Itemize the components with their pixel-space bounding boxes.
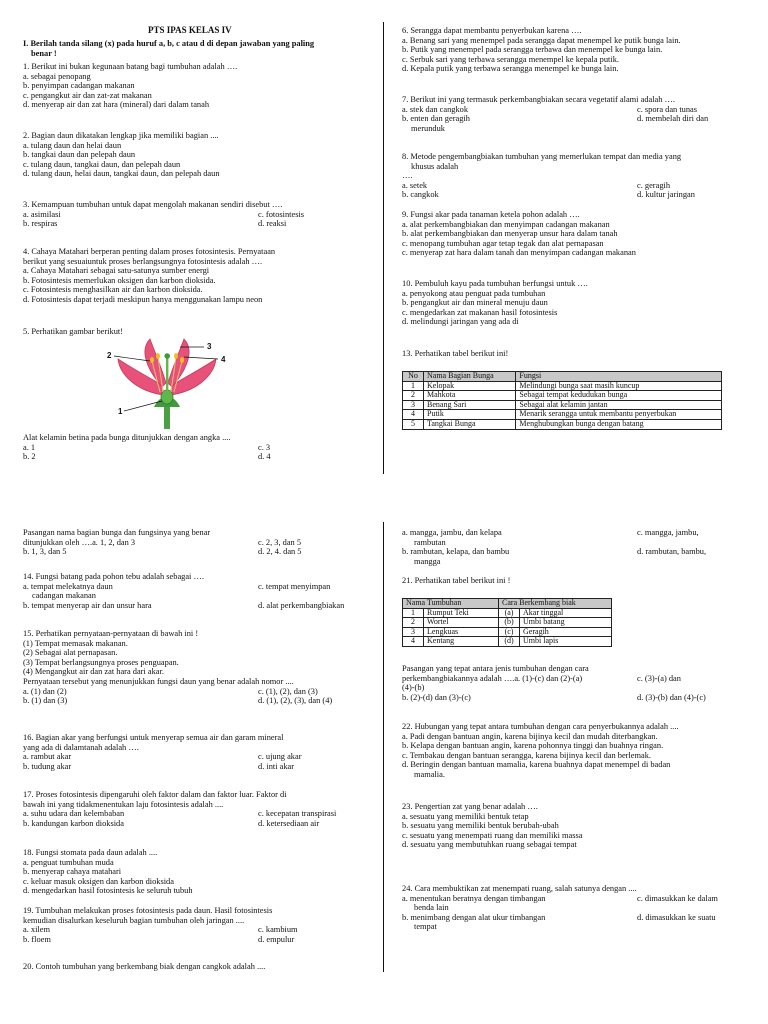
flower-anther <box>174 353 178 359</box>
option[interactable]: c. ujung akar <box>258 752 302 762</box>
option[interactable]: ditunjukkan oleh ….a. 1, 2, dan 3 <box>23 537 136 547</box>
table-cell: (d) <box>499 637 520 647</box>
option[interactable]: b. respiras <box>23 219 58 229</box>
question-stem: Pasangan nama bagian bunga dan fungsinya yang benar <box>23 528 211 537</box>
option[interactable]: d. tulang daun, helai daun, tangkai daun, dan pelepah daun <box>23 169 220 179</box>
flower-anther <box>156 353 160 359</box>
table-cell: Akar tinggal <box>520 608 612 618</box>
option[interactable]: a. sebagai penopang <box>23 71 91 81</box>
question-stem: 10. Pembuluh kayu pada tumbuhan berfungsi untuk …. <box>402 279 588 288</box>
question-stem: 5. Perhatikan gambar berikut! <box>23 327 124 336</box>
statement: (2) Sebagai alat pernapasan. <box>23 648 118 658</box>
question-stem: Alat kelamin betina pada bunga ditunjukkan dengan angka .... <box>23 433 231 442</box>
label-3: 3 <box>207 342 212 351</box>
option[interactable]: a. 1 <box>23 442 36 452</box>
table-header: Nama Tumbuhan <box>403 599 499 609</box>
question-stem: 6. Serangga dapat membantu penyerbukan karena …. <box>402 26 582 35</box>
option[interactable]: b. enten dan geragih <box>402 114 470 124</box>
option[interactable]: a. penyokong atau penguat pada tumbuhan <box>402 288 546 298</box>
option[interactable]: c. sesuatu yang menempati ruang dan memiliki massa <box>402 830 583 840</box>
question-18 <box>23 848 373 896</box>
option[interactable]: b. Kelapa dengan bantuan angin, karena pohonnya tinggi dan buahnya ringan. <box>402 741 664 751</box>
question-stem: 1. Berikut ini bukan kegunaan batang bagi tumbuhan adalah …. <box>23 62 238 71</box>
question-21-answers <box>402 664 752 702</box>
option[interactable]: b. 2 <box>23 452 36 462</box>
flower-pistil <box>166 357 168 393</box>
question-14 <box>23 572 373 610</box>
table-cell: 3 <box>403 627 424 637</box>
table-cell: 1 <box>403 381 424 391</box>
option[interactable]: c. tulang daun, tangkai daun, dan pelepah daun <box>23 159 181 169</box>
option[interactable]: c. 2, 3, dan 5 <box>258 537 302 547</box>
option[interactable]: d. (3)-(b) dan (4)-(c) <box>637 692 706 702</box>
question-22 <box>402 722 679 780</box>
option-continuation: benda lain <box>414 903 449 913</box>
option[interactable]: c. Tembakau dengan bantuan serangga, karena bijinya kecil dan berlemak. <box>402 750 652 760</box>
question-20-answers <box>402 528 752 566</box>
statement: (3) Tempat berlangsungnya proses penguapan. <box>23 657 179 667</box>
option[interactable]: c. tempat menyimpan <box>258 581 331 591</box>
question-stem: 2. Bagian daun dikatakan lengkap jika memiliki bagian .... <box>23 131 219 140</box>
question-3 <box>23 200 373 229</box>
option[interactable]: d. rambutan, bambu, <box>637 547 707 557</box>
table-cell: Melindungi bunga saat masih kuncup <box>516 381 722 391</box>
question-stem: bawah ini yang tidakmenentukan laju fotosintesis adalah .... <box>23 799 224 809</box>
option[interactable]: c. Fotosintesis menghasilkan air dan karbon dioksida. <box>23 285 203 295</box>
option[interactable]: a. suhu udara dan kelembaban <box>23 809 125 819</box>
question-10 <box>402 279 588 327</box>
table-cell: Kentang <box>424 637 499 647</box>
flower-parts-table <box>402 371 722 430</box>
option[interactable]: c. kecepatan transpirasi <box>258 809 337 819</box>
option[interactable]: a. xilem <box>23 925 50 935</box>
option[interactable]: a. Cahaya Matahari sebagai satu-satunya sumber energi <box>23 266 210 276</box>
option[interactable]: c. menyerap zat hara dalam tanah dan menyimpan cadangan makanan <box>402 248 636 258</box>
option[interactable]: d. (1), (2), (3), dan (4) <box>258 696 333 706</box>
table-cell: 5 <box>403 419 424 429</box>
option[interactable]: c. (3)-(a) dan <box>637 673 681 683</box>
question-stem: 20. Contoh tumbuhan yang berkembang biak dengan cangkok adalah .... <box>23 962 266 971</box>
option[interactable]: b. floem <box>23 934 51 944</box>
propagation-table <box>402 598 612 647</box>
option[interactable]: a. tulang daun dan helai daun <box>23 140 122 150</box>
option[interactable]: b. Fotosintesis memerlukan oksigen dan karbon dioksida. <box>23 275 216 285</box>
question-stem: Pernyataan tersebut yang menunjukkan fungsi daun yang benar adalah nomor .... <box>23 676 294 686</box>
option[interactable]: a. penguat tumbuhan muda <box>23 857 114 867</box>
table-cell: Geragih <box>520 627 612 637</box>
table-cell: Tangkai Bunga <box>424 419 516 429</box>
option[interactable]: perkembangbiakannya adalah ….a. (1)-(c) dan (2)-(a) <box>402 673 583 683</box>
question-5 <box>23 327 123 337</box>
table-row <box>403 618 612 628</box>
option-continuation: tempat <box>414 922 437 932</box>
option-continuation: rambutan <box>414 537 446 547</box>
question-stem: kemudian disalurkan keseluruh bagian tumbuhan oleh jaringan .... <box>23 915 245 925</box>
option[interactable]: a. setek <box>402 180 428 190</box>
table-header: No <box>403 372 424 382</box>
option[interactable]: d. inti akar <box>258 761 295 771</box>
table-cell: Umbi lapis <box>520 637 612 647</box>
option[interactable]: d. alat perkembangbiakan <box>258 600 345 610</box>
question-19 <box>23 906 373 944</box>
option[interactable]: b. sesuatu yang memiliki bentuk berubah-ubah <box>402 821 559 831</box>
option[interactable]: d. reaksi <box>258 219 287 229</box>
instruction-line: I. Berilah tanda silang (x) pada huruf a, b, c atau d di depan jawaban yang paling <box>23 39 315 48</box>
question-2 <box>23 131 220 179</box>
table-cell: (a) <box>499 608 520 618</box>
option[interactable]: d. kultur jaringan <box>637 190 695 200</box>
flower-stigma <box>164 353 170 359</box>
question-20 <box>23 962 265 972</box>
table-cell: Sebagai tempat kedudukan bunga <box>516 391 722 401</box>
question-stem: khusus adalah <box>411 161 459 171</box>
table-cell: Sebagai alat kelamin jantan <box>516 400 722 410</box>
instruction-line: benar ! <box>31 48 57 58</box>
option[interactable]: b. Putik yang menempel pada serangga terbawa dan menempel ke bunga lain. <box>402 45 663 55</box>
table-row <box>403 637 612 647</box>
table-cell: 3 <box>403 400 424 410</box>
option[interactable]: b. cangkok <box>402 190 439 200</box>
option[interactable]: a. Benang sari yang menempel pada serangga dapat menempel ke putik bunga lain. <box>402 35 681 45</box>
option[interactable]: b. (1) dan (3) <box>23 696 68 706</box>
table-cell: Wortel <box>424 618 499 628</box>
option[interactable]: a. Padi dengan bantuan angin, karena bijinya kecil dan mudah diterbangkan. <box>402 731 658 741</box>
option[interactable]: a. tempat melekatnya daun <box>23 581 113 591</box>
option[interactable]: d. 4 <box>258 452 271 462</box>
flower-stem <box>164 407 170 429</box>
flower-anther <box>180 357 184 363</box>
column-divider <box>383 522 384 972</box>
question-stem: 13. Perhatikan tabel berikut ini! <box>402 349 509 358</box>
option[interactable]: d. Beringin dengan bantuan mamalia, karena buahnya dapat menempel di badan <box>402 760 671 770</box>
option[interactable]: a. menentukan beratnya dengan timbangan <box>402 893 546 903</box>
option[interactable]: b. tudung akar <box>23 761 72 771</box>
option-continuation: mangga <box>414 556 441 566</box>
question-stem: …. <box>402 171 413 181</box>
option[interactable]: c. mengedarkan zat makanan hasil fotosintesis <box>402 307 558 317</box>
question-21 <box>402 576 510 586</box>
statement: (1) Tempat memasak makanan. <box>23 638 128 648</box>
option[interactable]: b. tempat menyerap air dan unsur hara <box>23 600 152 610</box>
label-1: 1 <box>118 407 123 416</box>
option[interactable]: c. geragih <box>637 180 671 190</box>
column-divider <box>383 22 384 474</box>
option[interactable]: d. sesuatu yang membutuhkan ruang sebagai tempat <box>402 840 577 850</box>
option[interactable]: a. sesuatu yang memiliki bentuk tetap <box>402 811 529 821</box>
question-stem: berikut yang sesuaiuntuk proses berlangsungnya fotosintesis adalah …. <box>23 256 263 266</box>
question-7 <box>402 95 752 133</box>
option[interactable]: c. kambium <box>258 925 298 935</box>
option[interactable]: d. mengedarkan hasil fotosintesis ke seluruh tubuh <box>23 886 193 896</box>
option[interactable]: b. (2)-(d) dan (3)-(c) <box>402 692 471 702</box>
question-stem: 7. Berikut ini yang termasuk perkembangbiakan secara vegetatif alami adalah …. <box>402 95 676 104</box>
question-stem: 15. Perhatikan pernyataan-pernyataan di bawah ini ! <box>23 629 199 638</box>
table-cell: Mahkota <box>424 391 516 401</box>
option[interactable]: b. pengangkut air dan mineral menuju daun <box>402 298 548 308</box>
table-header-row <box>403 372 722 382</box>
label-pointer <box>184 357 218 359</box>
question-16 <box>23 733 373 771</box>
table-header-row <box>403 599 612 609</box>
question-stem: 24. Cara membuktikan zat menempati ruang, salah satunya dengan .... <box>402 884 637 893</box>
question-stem: 4. Cahaya Matahari berperan penting dalam proses fotosintesis. Pernyataan <box>23 247 276 256</box>
table-cell: (c) <box>499 627 520 637</box>
option[interactable]: d. dimasukkan ke suatu <box>637 912 716 922</box>
option[interactable]: c. 3 <box>258 442 271 452</box>
table-cell: Umbi batang <box>520 618 612 628</box>
question-9 <box>402 210 636 258</box>
option[interactable]: b. rambutan, kelapa, dan bambu <box>402 547 510 557</box>
question-24 <box>402 884 752 932</box>
question-stem: 23. Pengertian zat yang benar adalah …. <box>402 802 538 811</box>
option[interactable]: d. melindungi jaringan yang ada di <box>402 317 519 327</box>
table-cell: Lengkuas <box>424 627 499 637</box>
option[interactable]: a. alat perkembangbiakan dan menyimpan cadangan makanan <box>402 219 610 229</box>
table-header: Cara Berkembang biak <box>499 599 612 609</box>
option[interactable]: b. 1, 3, dan 5 <box>23 547 67 557</box>
table-cell: 4 <box>403 637 424 647</box>
table-row <box>403 419 722 429</box>
option[interactable]: d. ketersediaan air <box>258 818 320 828</box>
option[interactable]: c. spora dan tunas <box>637 104 698 114</box>
instruction <box>23 39 314 58</box>
question-stem: 17. Proses fotosintesis dipengaruhi oleh faktor dalam dan faktor luar. Faktor di <box>23 790 287 799</box>
question-23 <box>402 802 582 850</box>
option[interactable]: c. (1), (2), dan (3) <box>258 686 318 696</box>
option-continuation: cadangan makanan <box>32 591 96 601</box>
table-cell: Menarik serangga untuk membantu penyerbukan <box>516 410 722 420</box>
table-cell: 4 <box>403 410 424 420</box>
question-stem: 14. Fungsi batang pada pohon tebu adalah sebagai …. <box>23 572 204 581</box>
option[interactable]: b. tangkai daun dan pelepah daun <box>23 150 136 160</box>
question-stem: 16. Bagian akar yang berfungsi untuk menyerap semua air dan garam mineral <box>23 733 284 742</box>
question-17 <box>23 790 373 828</box>
question-6 <box>402 26 681 74</box>
option[interactable]: d. menyerap air dan zat hara (mineral) dari dalam tanah <box>23 100 210 110</box>
option[interactable]: c. mangga, jambu, <box>637 528 699 537</box>
statement: (4) Mengangkut air dan zat hara dari akar. <box>23 667 164 677</box>
table-cell: Rumput Teki <box>424 608 499 618</box>
option-continuation: mamalia. <box>414 769 445 779</box>
table-header: Fungsi <box>516 372 722 382</box>
table-cell: (b) <box>499 618 520 628</box>
question-stem: 21. Perhatikan tabel berikut ini ! <box>402 576 511 585</box>
option[interactable]: c. fotosintesis <box>258 209 305 219</box>
option[interactable]: b. penyimpan cadangan makanan <box>23 81 135 91</box>
document-title: PTS IPAS KELAS IV <box>148 25 232 35</box>
table-cell: Menghubungkan bunga dengan batang <box>516 419 722 429</box>
option[interactable]: d. 2, 4. dan 5 <box>258 547 302 557</box>
option-continuation: merunduk <box>411 123 445 133</box>
question-5-answers <box>23 433 373 462</box>
table-cell: 2 <box>403 618 424 628</box>
table-cell: 2 <box>403 391 424 401</box>
option[interactable]: b. alat perkembangbiakan dan menyerap unsur hara dalam tanah <box>402 229 618 239</box>
table-cell: Benang Sari <box>424 400 516 410</box>
question-1 <box>23 62 237 110</box>
option[interactable]: d. Kepala putik yang terbawa serangga menempel ke bunga lain. <box>402 64 619 74</box>
table-cell: Kelopak <box>424 381 516 391</box>
question-stem: 9. Fungsi akar pada tanaman ketela pohon adalah …. <box>402 210 580 219</box>
option[interactable]: d. Fotosintesis dapat terjadi meskipun hanya menggunakan lampu neon <box>23 294 263 304</box>
option[interactable]: a. (1) dan (2) <box>23 686 67 696</box>
option-continuation: (4)-(b) <box>402 683 425 693</box>
table-header: Nama Bagian Bunga <box>424 372 516 382</box>
option[interactable]: a. asimilasi <box>23 209 61 219</box>
table-cell: 1 <box>403 608 424 618</box>
question-8 <box>402 152 752 200</box>
option[interactable]: b. menyerap cahaya matahari <box>23 867 122 877</box>
table-cell: Putik <box>424 410 516 420</box>
option[interactable]: c. Serbuk sari yang terbawa serangga menempel ke kepala putik. <box>402 54 619 64</box>
question-stem: 18. Fungsi stomata pada daun adalah .... <box>23 848 158 857</box>
label-2: 2 <box>107 351 112 360</box>
question-stem: 22. Hubungan yang tepat antara tumbuhan dengan cara penyerbukannya adalah .... <box>402 722 679 731</box>
table-row <box>403 391 722 401</box>
option[interactable]: a. mangga, jambu, dan kelapa <box>402 528 502 537</box>
option[interactable]: a. rambut akar <box>23 752 72 762</box>
option[interactable]: d. membelah diri dan <box>637 114 709 124</box>
option[interactable]: c. dimasukkan ke dalam <box>637 893 718 903</box>
question-stem: Pasangan yang tepat antara jenis tumbuhan dengan cara <box>402 664 589 673</box>
option[interactable]: b. menimbang dengan alat ukur timbangan <box>402 912 546 922</box>
question-stem: 19. Tumbuhan melakukan proses fotosintesis pada daun. Hasil fotosintesis <box>23 906 273 915</box>
question-stem: 3. Kemampuan tumbuhan untuk dapat mengolah makanan sendiri disebut …. <box>23 200 283 209</box>
option[interactable]: c. menopang tumbuhan agar tetap tegak dan alat pernapasan <box>402 238 604 248</box>
label-4: 4 <box>221 355 226 364</box>
question-13-answers <box>23 528 373 557</box>
question-15 <box>23 629 373 706</box>
question-stem: yang ada di dalamtanah adalah …. <box>23 742 139 752</box>
flower-anther <box>150 357 154 363</box>
option[interactable]: d. empulur <box>258 934 295 944</box>
option[interactable]: a. stek dan cangkok <box>402 104 469 114</box>
question-4 <box>23 247 275 305</box>
option[interactable]: b. kandungan karbon dioksida <box>23 818 124 828</box>
question-stem: 8. Metode pengembangbiakan tumbuhan yang memerlukan tempat dan media yang <box>402 152 682 161</box>
option[interactable]: c. pengangkut air dan zat-zat makanan <box>23 90 152 100</box>
option[interactable]: c. keluar masuk oksigen dan karbon dioksida <box>23 876 174 886</box>
question-13 <box>402 349 508 359</box>
